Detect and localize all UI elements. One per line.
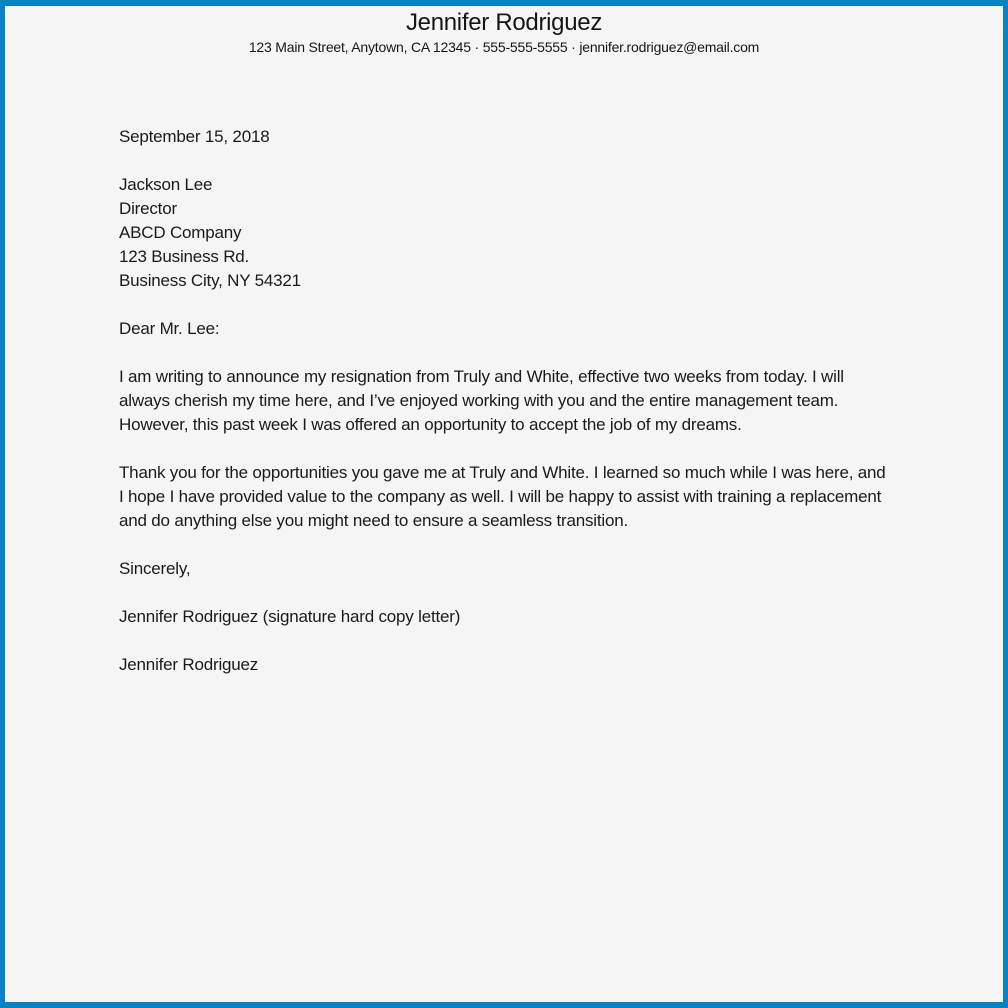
letter-header xyxy=(5,6,1003,56)
closing: Sincerely, xyxy=(119,559,191,578)
author-name: Jennifer Rodriguez xyxy=(405,9,603,36)
letter-body xyxy=(119,125,893,677)
letter-date: September 15, 2018 xyxy=(119,127,270,146)
signature-name: Jennifer Rodriguez xyxy=(119,655,259,674)
letter-paragraph: I am writing to announce my resignation from Truly and White, effective two weeks from today. I will always cherish my time here, and I’ve enjoyed working with you and the entire management team. However, this past week I was offered an opportunity to accept the job of my dreams. xyxy=(119,367,844,434)
recipient-address-line: ABCD Company xyxy=(119,223,242,242)
contact-info: 123 Main Street, Anytown, CA 12345 · 555-555-5555 · jennifer.rodriguez@email.com xyxy=(248,39,760,55)
recipient-address-line: Jackson Lee xyxy=(119,175,213,194)
salutation: Dear Mr. Lee: xyxy=(119,319,220,338)
recipient-address-line: Business City, NY 54321 xyxy=(119,271,301,290)
recipient-address-line: 123 Business Rd. xyxy=(119,247,250,266)
recipient-address-line: Director xyxy=(119,199,177,218)
letter-paragraphs xyxy=(119,365,893,533)
signature-note: Jennifer Rodriguez (signature hard copy letter) xyxy=(119,607,461,626)
letter-paragraph: Thank you for the opportunities you gave me at Truly and White. I learned so much while I was here, and I hope I have provided value to the company as well. I will be happy to assist with training a replacement and do anything else you might need to ensure a seamless transition. xyxy=(119,463,886,530)
recipient-address-block xyxy=(119,173,893,293)
